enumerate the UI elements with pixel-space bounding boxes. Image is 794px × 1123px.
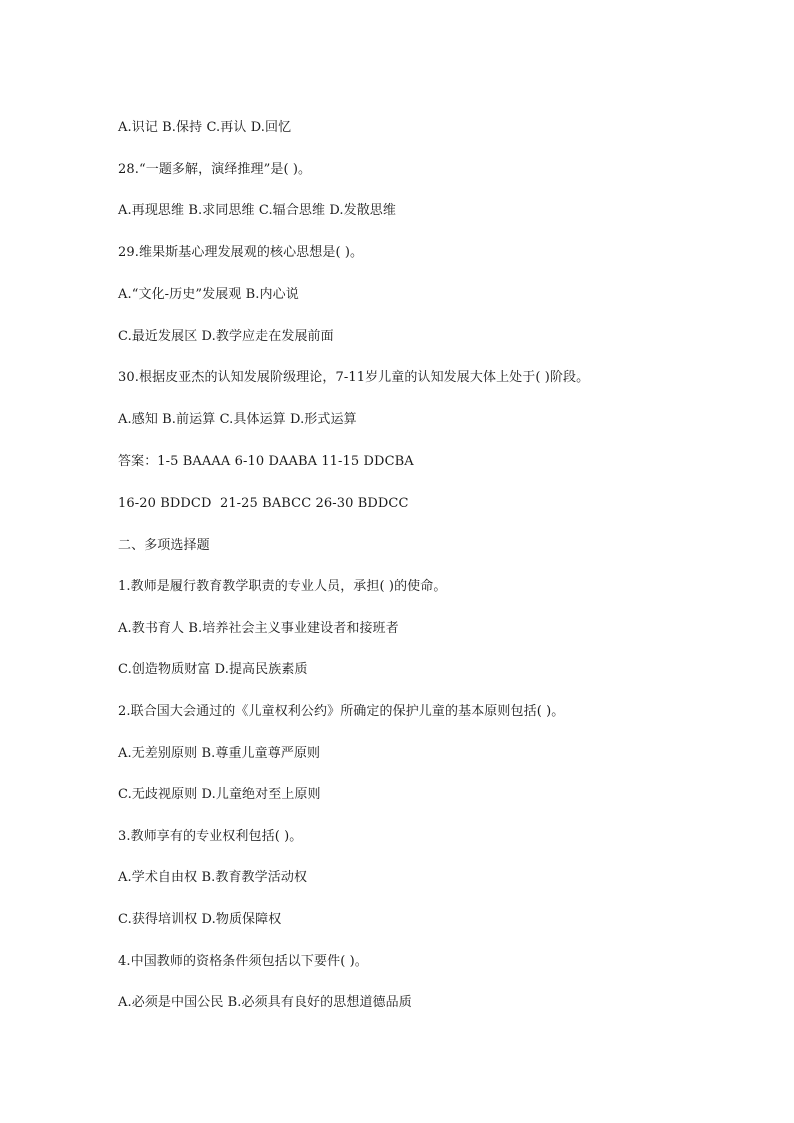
question-4: 4.中国教师的资格条件须包括以下要件( )。 [118,954,368,969]
option-line: C.最近发展区 D.教学应走在发展前面 [118,329,334,344]
option-line: A.“文化-历史”发展观 B.内心说 [118,287,299,302]
answer-key-line: 答案：1-5 BAAAA 6-10 DAABA 11-15 DDCBA [118,454,414,469]
answer-key-line: 16-20 BDDCD 21-25 BABCC 26-30 BDDCC [118,496,409,511]
question-28: 28.“一题多解，演绎推理”是( )。 [118,162,312,177]
question-30: 30.根据皮亚杰的认知发展阶级理论，7-11岁儿童的认知发展大体上处于( )阶段。 [118,370,590,385]
option-line: A.学术自由权 B.教育教学活动权 [118,870,308,885]
option-line: A.感知 B.前运算 C.具体运算 D.形式运算 [118,412,357,427]
section-heading: 二、多项选择题 [118,538,210,553]
option-line: C.获得培训权 D.物质保障权 [118,912,282,927]
question-29: 29.维果斯基心理发展观的核心思想是( )。 [118,245,364,260]
option-line: A.再现思维 B.求同思维 C.辐合思维 D.发散思维 [118,203,397,218]
option-line: A.无差别原则 B.尊重儿童尊严原则 [118,746,321,761]
option-line: A.识记 B.保持 C.再认 D.回忆 [118,120,292,135]
question-1: 1.教师是履行教育教学职责的专业人员，承担( )的使命。 [118,579,447,594]
option-line: A.必须是中国公民 B.必须具有良好的思想道德品质 [118,995,412,1010]
option-line: C.创造物质财富 D.提高民族素质 [118,662,308,677]
question-2: 2.联合国大会通过的《儿童权利公约》所确定的保护儿童的基本原则包括( )。 [118,704,565,719]
option-line: C.无歧视原则 D.儿童绝对至上原则 [118,787,321,802]
question-3: 3.教师享有的专业权利包括( )。 [118,829,303,844]
option-line: A.教书育人 B.培养社会主义事业建设者和接班者 [118,621,399,636]
